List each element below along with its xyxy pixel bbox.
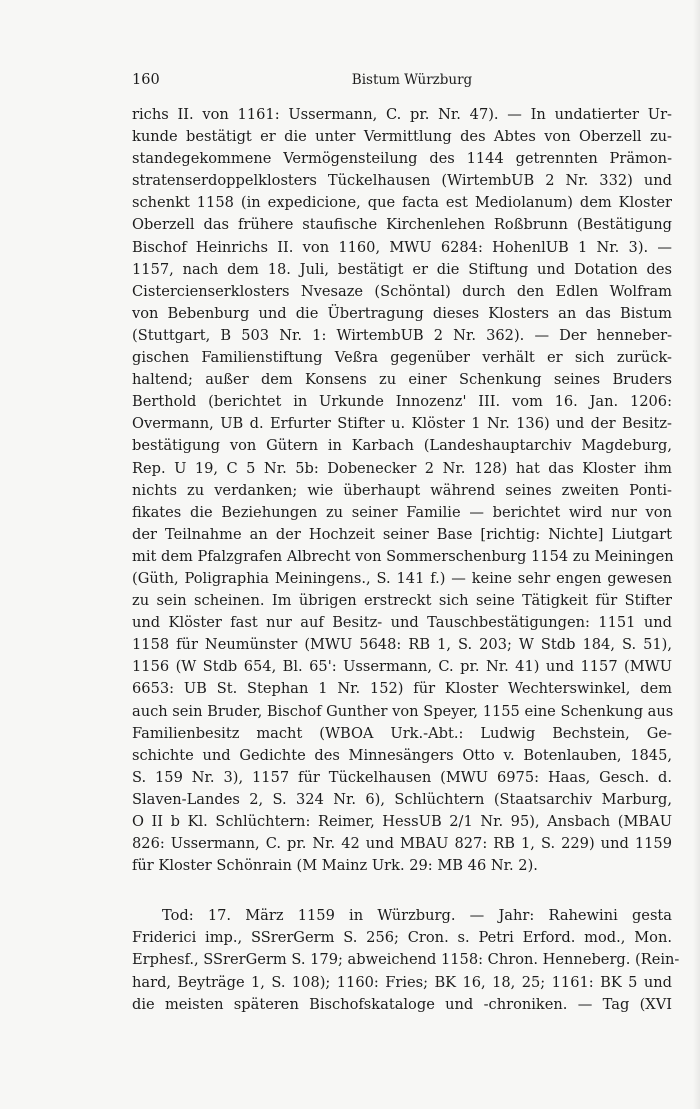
text-line: Overmann, UB d. Erfurter Stifter u. Klöster 1 Nr. 136) und der Besitz- [132, 415, 672, 433]
text-line: und Klöster fast nur auf Besitz- und Tauschbestätigungen: 1151 und [132, 614, 672, 632]
text-line: standegekommene Vermögensteilung des 1144 getrennten Prämon- [132, 150, 672, 168]
text-line: nichts zu verdanken; wie überhaupt während seines zweiten Ponti- [132, 481, 672, 499]
text-line: stratenserdoppelklosters Tückelhausen (WirtembUB 2 Nr. 332) und [132, 172, 672, 190]
text-line: Slaven-Landes 2, S. 324 Nr. 6), Schlüchtern (Staatsarchiv Marburg, [132, 790, 672, 808]
text-line: Berthold (berichtet in Urkunde Innozenz' III. vom 16. Jan. 1206: [132, 393, 672, 411]
page-edge-shadow [693, 0, 700, 1109]
text-line: zu sein scheinen. Im übrigen erstreckt sich seine Tätigkeit für Stifter [132, 592, 672, 610]
text-line: Familienbesitz macht (WBOA Urk.-Abt.: Ludwig Bechstein, Ge- [132, 724, 672, 742]
text-line: schichte und Gedichte des Minnesängers Otto v. Botenlauben, 1845, [132, 746, 672, 764]
text-line: fikates die Beziehungen zu seiner Familie — berichtet wird nur von [132, 503, 672, 521]
text-line: schenkt 1158 (in expedicione, que facta est Mediolanum) dem Kloster [132, 194, 672, 212]
text-line: gischen Familienstiftung Veßra gegenüber verhält er sich zurück- [132, 349, 672, 367]
text-line: Erphesf., SSrerGerm S. 179; abweichend 1158: Chron. Henneberg. (Rein- [132, 951, 680, 969]
page-number: 160 [132, 72, 160, 88]
text-line: 1158 für Neumünster (MWU 5648: RB 1, S. 203; W Stdb 184, S. 51), [132, 636, 672, 654]
text-line: 1156 (W Stdb 654, Bl. 65': Ussermann, C. pr. Nr. 41) und 1157 (MWU [132, 658, 672, 676]
text-line: Tod: 17. März 1159 in Würzburg. — Jahr: Rahewini gesta [162, 907, 672, 925]
text-line: Friderici imp., SSrerGerm S. 256; Cron. s. Petri Erford. mod., Mon. [132, 929, 672, 947]
text-line: bestätigung von Gütern in Karbach (Landeshauptarchiv Magdeburg, [132, 437, 672, 455]
text-line: die meisten späteren Bischofskataloge und -chroniken. — Tag (XVI [132, 995, 672, 1013]
text-line: Rep. U 19, C 5 Nr. 5b: Dobenecker 2 Nr. 128) hat das Kloster ihm [132, 459, 672, 477]
text-line: 6653: UB St. Stephan 1 Nr. 152) für Kloster Wechterswinkel, dem [132, 680, 672, 698]
text-line: kunde bestätigt er die unter Vermittlung des Abtes von Oberzell zu- [132, 128, 672, 146]
text-line: haltend; außer dem Konsens zu einer Schenkung seines Bruders [132, 371, 672, 389]
text-line: 1157, nach dem 18. Juli, bestätigt er die Stiftung und Dotation des [132, 260, 672, 278]
text-line: 826: Ussermann, C. pr. Nr. 42 und MBAU 827: RB 1, S. 229) und 1159 [132, 835, 672, 853]
text-line: Oberzell das frühere staufische Kirchenlehen Roßbrunn (Bestätigung [132, 216, 672, 234]
text-line: (Güth, Poligraphia Meiningens., S. 141 f.) — keine sehr engen gewesen [132, 569, 672, 587]
text-line: O II b Kl. Schlüchtern: Reimer, HessUB 2/1 Nr. 95), Ansbach (MBAU [132, 813, 672, 830]
text-line: Cistercienserklosters Nvesaze (Schöntal) durch den Edlen Wolfram [132, 282, 672, 300]
text-line: richs II. von 1161: Ussermann, C. pr. Nr. 47). — In undatierter Ur- [132, 106, 672, 123]
text-line: für Kloster Schönrain (M Mainz Urk. 29: MB 46 Nr. 2). [132, 857, 538, 875]
text-line: von Bebenburg und die Übertragung dieses Klosters an das Bistum [132, 304, 672, 322]
text-line: Bischof Heinrichs II. von 1160, MWU 6284: HohenlUB 1 Nr. 3). — [132, 238, 672, 256]
text-line: mit dem Pfalzgrafen Albrecht von Sommerschenburg 1154 zu Meiningen [132, 547, 674, 565]
text-line: der Teilnahme an der Hochzeit seiner Base [richtig: Nichte] Liutgart [132, 525, 672, 543]
paragraph-gap [132, 877, 672, 905]
running-title: Bistum Würzburg [351, 72, 473, 88]
text-line: auch sein Bruder, Bischof Gunther von Speyer, 1155 eine Schenkung aus [132, 702, 674, 720]
text-line: S. 159 Nr. 3), 1157 für Tückelhausen (MWU 6975: Haas, Gesch. d. [132, 768, 672, 786]
text-line: hard, Beyträge 1, S. 108); 1160: Fries; BK 16, 18, 25; 1161: BK 5 und [132, 973, 672, 991]
text-line: (Stuttgart, B 503 Nr. 1: WirtembUB 2 Nr. 362). — Der henneber- [132, 326, 672, 344]
body-text [132, 104, 680, 1016]
